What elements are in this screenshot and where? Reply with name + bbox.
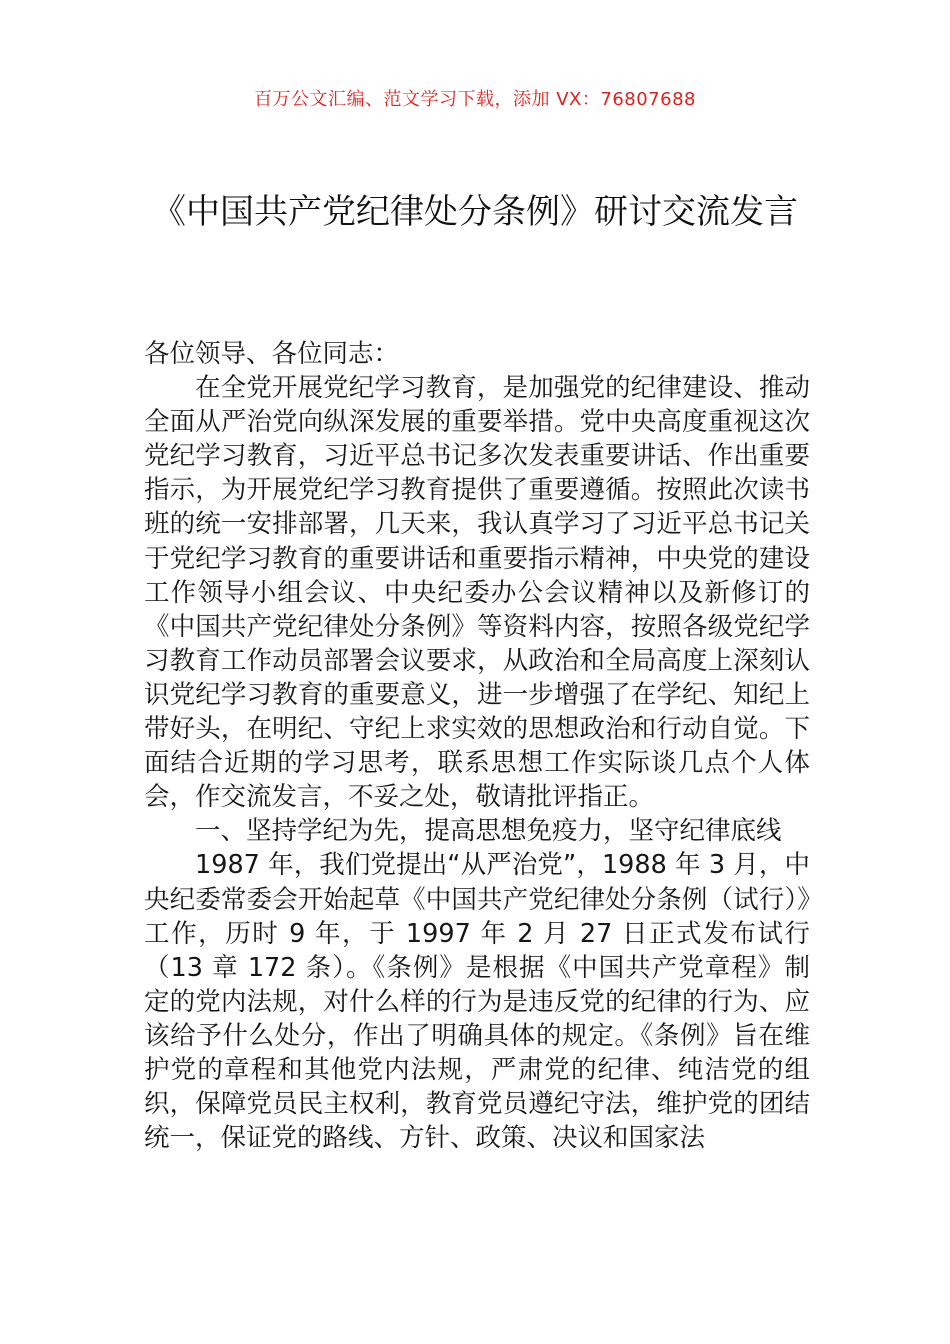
promo-header: 百万公文汇编、范文学习下载，添加 VX：76807688 <box>254 89 696 110</box>
document-title: 《中国共产党纪律处分条例》研讨交流发言 <box>152 192 798 232</box>
section-paragraph: 1987 年，我们党提出“从严治党”，1988 年 3 月，中央纪委常委会开始起草《中国共产党纪律处分条例（试行）》工作，历时 9 年，于 1997 年 2 月 27 日正式发布试行（13 章 172 条）。《条例》是根据《中国共产党章程》制定的党内法规，对什么样的行为是违反党的纪律的行为、应该给予什么处分，作出了明确具体的规定。《条例》旨在维护党的章程和其他党内法规，严肃党的纪律、纯洁党的组织，保障党员民主权利，教育党员遵纪守法，维护党的团结统一，保证党的路线、方针、政策、决议和国家法 <box>144 850 810 1154</box>
salutation: 各位领导、各位同志： <box>144 339 400 369</box>
section-heading: 一、坚持学纪为先，提高思想免疫力，坚守纪律底线 <box>195 816 782 847</box>
document-body <box>144 337 810 1155</box>
intro-paragraph: 在全党开展党纪学习教育，是加强党的纪律建设、推动全面从严治党向纵深发展的重要举措。党中央高度重视这次党纪学习教育，习近平总书记多次发表重要讲话、作出重要指示，为开展党纪学习教育提供了重要遵循。按照此次读书班的统一安排部署，几天来，我认真学习了习近平总书记关于党纪学习教育的重要讲话和重要指示精神，中央党的建设工作领导小组会议、中央纪委办公会议精神以及新修订的《中国共产党纪律处分条例》等资料内容，按照各级党纪学习教育工作动员部署会议要求，从政治和全局高度上深刻认识党纪学习教育的重要意义，进一步增强了在学纪、知纪上带好头，在明纪、守纪上求实效的思想政治和行动自觉。下面结合近期的学习思考，联系思想工作实际谈几点个人体会，作交流发言，不妥之处，敬请批评指正。 <box>144 373 810 813</box>
